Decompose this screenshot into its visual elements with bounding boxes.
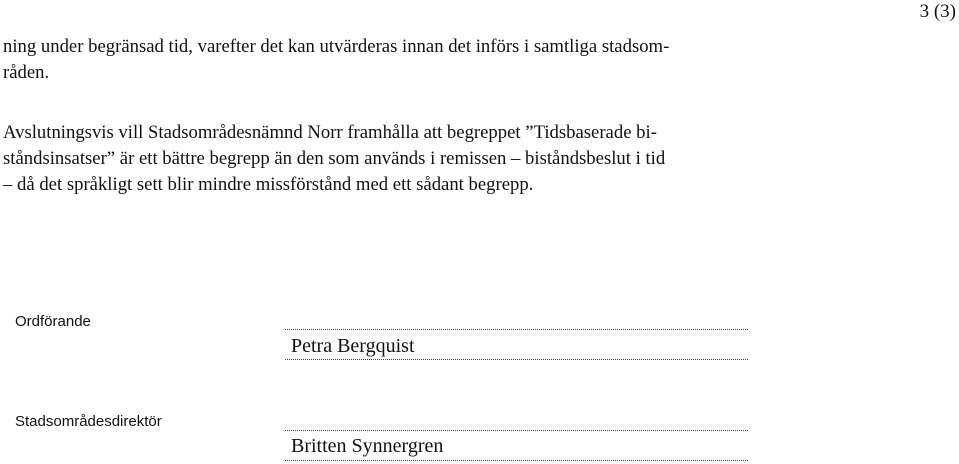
paragraph-line: – då det språkligt sett blir mindre missförstånd med ett sådant begrepp.	[3, 174, 534, 195]
signature-role-director: Stadsområdesdirektör	[15, 413, 162, 430]
signature-underline	[285, 460, 748, 461]
signature-line	[285, 329, 748, 330]
paragraph-line: råden.	[3, 62, 50, 83]
paragraph-line: ståndsinsatser” är ett bättre begrepp än den som används i remissen – biståndsbeslut i tid	[3, 148, 666, 169]
paragraph-line: Avslutningsvis vill Stadsområdesnämnd Norr framhålla att begreppet ”Tidsbaserade bi-	[3, 122, 657, 143]
signature-line	[285, 430, 748, 431]
page-number: 3 (3)	[919, 1, 956, 22]
signature-role-chair: Ordförande	[15, 313, 91, 330]
signer-name-chair: Petra Bergquist	[291, 335, 415, 357]
signer-name-director: Britten Synnergren	[291, 435, 444, 457]
body-paragraph-continuation	[3, 34, 669, 86]
body-paragraph-conclusion	[3, 120, 665, 198]
paragraph-line: ning under begränsad tid, varefter det kan utvärderas innan det införs i samtliga stadsom-	[3, 36, 670, 57]
signature-underline	[285, 359, 748, 360]
